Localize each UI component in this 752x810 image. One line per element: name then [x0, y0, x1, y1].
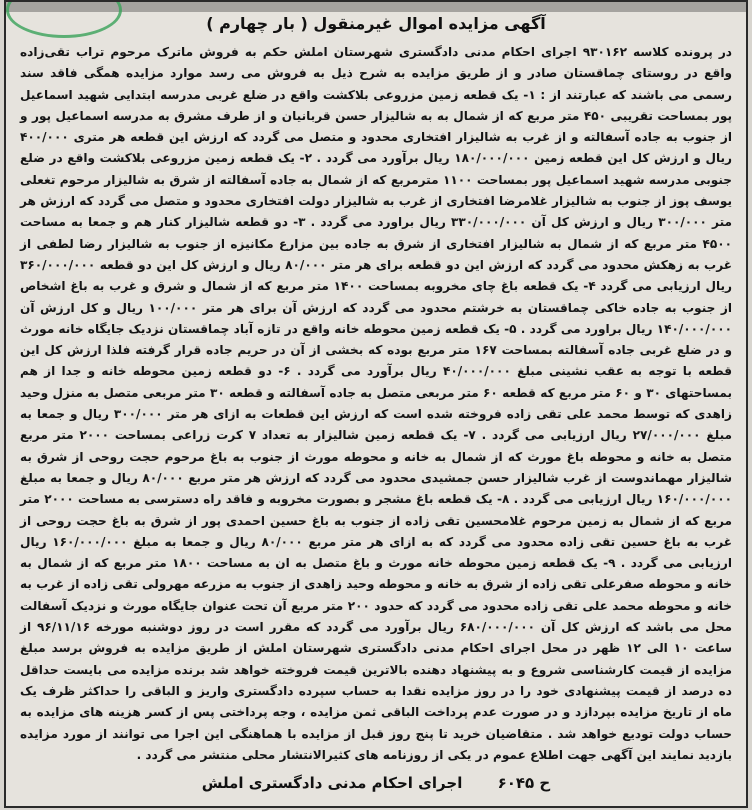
newspaper-clipping	[4, 0, 748, 808]
notice-title: آگهی مزایده اموال غیرمنقول ( بار چهارم )	[206, 14, 546, 33]
notice-footer	[6, 774, 746, 792]
notice-code: ح ۶۰۴۵	[497, 774, 551, 792]
notice-signature: اجرای احکام مدنی دادگستری املش	[201, 774, 463, 792]
notice-body: در پرونده کلاسه ۹۳۰۱۶۲ اجرای احکام مدنی دادگستری شهرستان املش حکم به فروش ماترک مرحوم تراب تقی‌زاده واقع در روستای چماقستان صادر و از طریق مزایده به شرح ذیل به فروش می رسد موارد مزایده همگی فاقد سند رسمی می باشند که عبارتند از : ۱- یک قطعه زمین مزروعی بلاکشت واقع در ضلع غربی مدرسه ابتدایی شهید اسماعیل پور بمساحت تقریبی ۴۵۰ متر مربع که از شمال به به شالیزار حسن قربانیان و از طرف مشرق به مدرسه اسماعیل پور و از جنوب به جاده آسفالته و از غرب به شالیزار افتخاری محدود و متصل می گردد که ارزش این قطعه هر متری ۴۰۰/۰۰۰ ریال و ارزش کل این قطعه زمین ۱۸۰/۰۰۰/۰۰۰ ریال برآورد می گردد . ۲- یک قطعه زمین مزروعی بلاکشت واقع در ضلع جنوبی مدرسه شهید اسماعیل پور بمساحت ۱۱۰۰ مترمربع که از شمال به جاده آسفالته از شرق به شالیزار مرحوم تغعلی یوسف پوز از جنوب به شالیزار غلامرضا افتخاری از غرب به شالیزار دولت افتخاری محدود و متصل می گردد که ارزش هر متر ۳۰۰/۰۰۰ ریال و ارزش کل آن ۳۳۰/۰۰۰/۰۰۰ ریال براورد می گردد . ۳- دو قطعه شالیزار کنار هم و جمعا به مساحت ۴۵۰۰ متر مربع که از شمال به شالیزار افتخاری از شرق به جاده بین مزارع مکانیزه از جنوب به شالیزار رضا لطفی از غرب به زهکش محدود می گردد که ارزش این دو قطعه برای هر متر ۸۰/۰۰۰ ریال و ارزش کل این دو قطعه ۳۶۰/۰۰۰/۰۰۰ ریال ارزیابی می گردد ۴- یک قطعه باغ چای مخروبه بمساحت ۱۴۰۰ متر مربع که از شمال و شرق و غرب به باغ اشخاص از جنوب به جاده خاکی چماقستان به خرشتم محدود می گردد که ارزش آن برای هر متر ۱۰۰/۰۰۰ ریال و کل ارزش آن ۱۴۰/۰۰۰/۰۰۰ ریال براورد می گردد . ۵- یک قطعه زمین محوطه خانه واقع در تازه آباد چماقستان نزدیک جایگاه خانه مورث و در ضلع غربی جاده آسفالته بمساحت ۱۶۷ متر مربع بوده که بخشی از آن در حریم جاده قرار گرفته فلذا ارزش کل این قطعه با توجه به عقب نشینی مبلغ ۴۰/۰۰۰/۰۰۰ ریال برآورد می گردد . ۶- دو قطعه زمین محوطه خانه و جدا از هم بمساحتهای ۳۰ و ۶۰ متر مربع که قطعه ۶۰ متر مربعی متصل به جاده آسفالته و قطعه ۳۰ متر مربعی متصل به منزل وحید زاهدی که توسط محمد علی تقی زاده فروخته شده است که ارزش این قطعات به ازای هر متر ۳۰۰/۰۰۰ ریال و جمعا به مبلغ ۲۷/۰۰۰/۰۰۰ ریال ارزیابی می گردد . ۷- یک قطعه زمین شالیزار به تعداد ۷ کرت زراعی بمساحت ۲۰۰۰ متر مربع متصل به خانه و محوطه باغ مورث که از شمال به خانه و محوطه مورث از جنوب به باغ مرحوم حجت روحی از شرق به شالیزار مهماندوست از غرب شالیزار حسن جمشیدی محدود می گردد که ارزش هر متر مربع ۸۰/۰۰۰ ریال و جمعا به مبلغ ۱۶۰/۰۰۰/۰۰۰ ریال ارزیابی می گردد . ۸- یک قطعه باغ مشجر و بصورت مخروبه و فاقد راه دسترسی به مساحت ۲۰۰۰ متر مربع که از شمال به زمین مرحوم غلامحسین تقی زاده از جنوب به باغ حسین احمدی پور از شرق به باغ حجت روحی از غرب به باغ حسین تقی زاده محدود می گردد که به ازای هر متر مربع ۸۰/۰۰۰ ریال و جمعا به مبلغ ۱۶۰/۰۰۰/۰۰۰ ریال ارزیابی می گردد . ۹- یک قطعه زمین محوطه خانه مورث و باغ متصل به ان به مساحت ۱۸۰۰ متر مربع که از شمال به خانه و محوطه صفرعلی تقی زاده از شرق به خانه و محوطه وحید زاهدی از جنوب به مزرعه مهرولی تقی زاده از غرب به خانه و محوطه محمد علی تقی زاده محدود می گردد که حدود ۲۰۰ متر مربع آن تحت عنوان جایگاه مورث و نزدیک آسفالت محل می باشد که ارزش کل آن ۶۸۰/۰۰۰/۰۰۰ ریال برآورد می گردد که مقرر است در روز دوشنبه مورخه ۹۶/۱۱/۱۶ از ساعت ۱۰ الی ۱۲ ظهر در محل اجرای احکام مدنی دادگستری شهرستان املش از طریق مزایده به فروش برسد مبلغ مزایده از قیمت کارشناسی شروع و به پیشنهاد دهنده بالاترین قیمت فروخته خواهد شد برنده مزایده می بایست حداقل ده درصد از قیمت پیشنهادی خود را در روز مزایده نقدا به حساب سپرده دادگستری واریز و الباقی را حداکثر ظرف یک ماه از تاریخ مزایده بپردازد و در صورت عدم پرداخت الباقی ثمن مزایده ، وجه پرداختی پس از کسر هزینه های مزایده به حساب دولت تودیع خواهد شد . متقاضیان خرید تا پنج روز قبل از مزایده با هماهنگی این اجرا می توانند از مورد مزایده بازدید نمایند این آگهی جهت اطلاع عموم در یکی از روزنامه های کثیرالانتشار محلی منتشر می گردد .	[20, 45, 733, 762]
